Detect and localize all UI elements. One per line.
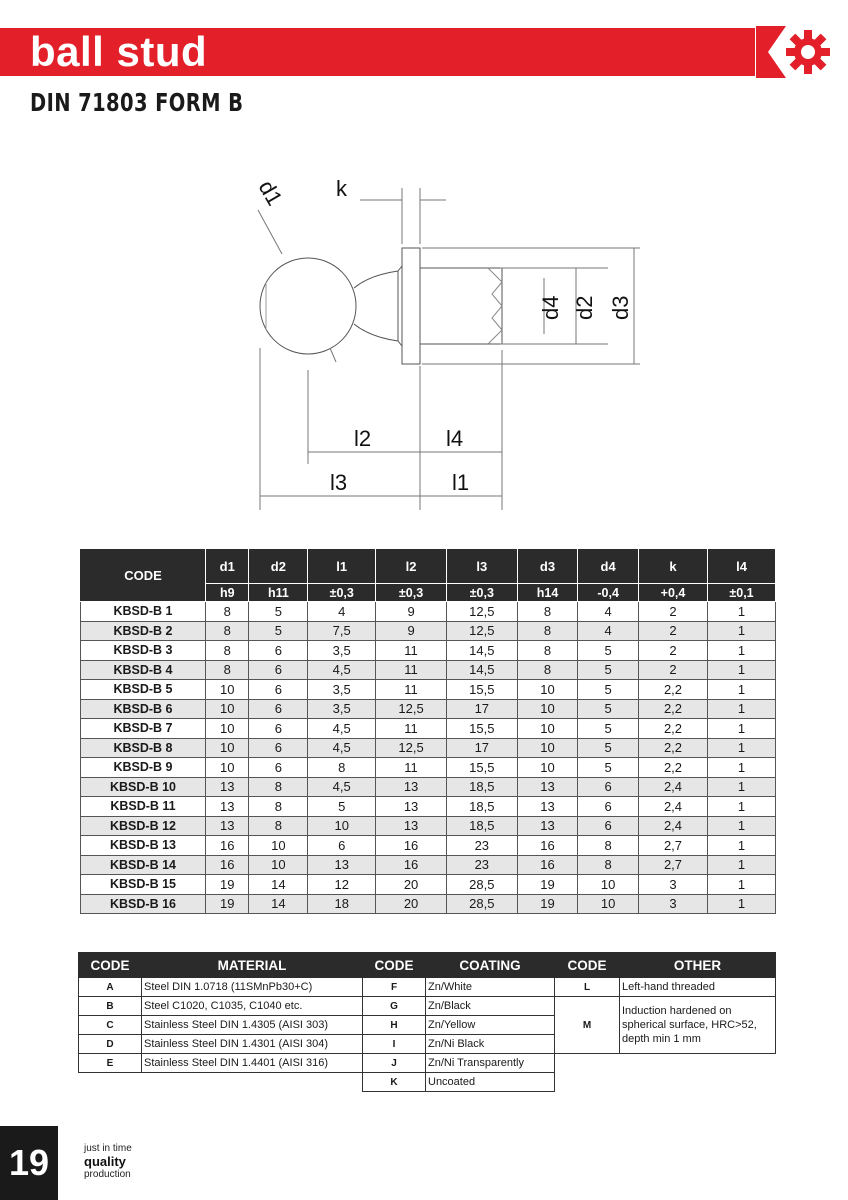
material-code: E	[79, 1054, 142, 1073]
table-row	[81, 836, 776, 856]
table-cell: 13	[376, 816, 447, 836]
table-cell: 6	[249, 758, 308, 778]
table-cell: 6	[578, 797, 639, 817]
table-cell: 14	[249, 894, 308, 914]
coating-name: Zn/White	[426, 978, 555, 997]
column-header: l4	[708, 549, 776, 584]
row-code: KBSD-B 7	[81, 719, 206, 739]
dimensions-table	[80, 548, 776, 914]
column-header: d3	[517, 549, 578, 584]
table-cell: 13	[376, 777, 447, 797]
table-cell: 18	[308, 894, 376, 914]
other-header: OTHER	[620, 953, 776, 978]
table-cell: 2,2	[638, 758, 707, 778]
table-cell: 1	[708, 777, 776, 797]
coating-code: I	[363, 1035, 426, 1054]
page-title: ball stud	[30, 28, 208, 75]
table-cell: 13	[308, 855, 376, 875]
table-cell: 17	[446, 738, 517, 758]
table-cell: 3	[638, 894, 707, 914]
material-name: Steel DIN 1.0718 (11SMnPb30+C)	[142, 978, 363, 997]
table-cell: 1	[708, 719, 776, 739]
coating-name: Zn/Ni Black	[426, 1035, 555, 1054]
table-row	[79, 1073, 776, 1092]
table-cell: 6	[249, 738, 308, 758]
label-l3: l3	[330, 470, 348, 495]
coating-header: COATING	[426, 953, 555, 978]
table-cell: 5	[249, 602, 308, 622]
material-code: D	[79, 1035, 142, 1054]
table-cell: 6	[249, 719, 308, 739]
coating-name: Uncoated	[426, 1073, 555, 1092]
table-cell: 13	[376, 797, 447, 817]
table-cell: 2,7	[638, 855, 707, 875]
column-header: d2	[249, 549, 308, 584]
table-cell: 3	[638, 875, 707, 895]
table-row	[81, 777, 776, 797]
table-cell: 10	[206, 738, 249, 758]
table-cell: 6	[578, 816, 639, 836]
table-cell: 10	[308, 816, 376, 836]
table-cell: 11	[376, 641, 447, 661]
table-cell: 5	[578, 719, 639, 739]
table-row	[81, 816, 776, 836]
table-row	[81, 641, 776, 661]
table-cell: 1	[708, 699, 776, 719]
table-cell: 16	[206, 855, 249, 875]
tolerance-header: h11	[249, 584, 308, 602]
other-name: Induction hardened on spherical surface, HRC>52, depth min 1 mm	[620, 997, 776, 1054]
table-row	[81, 797, 776, 817]
material-code: C	[79, 1016, 142, 1035]
options-table	[78, 952, 776, 1092]
row-code: KBSD-B 6	[81, 699, 206, 719]
row-code: KBSD-B 3	[81, 641, 206, 661]
other-code: M	[555, 997, 620, 1054]
table-cell: 5	[249, 621, 308, 641]
table-cell: 2	[638, 621, 707, 641]
table-cell: 4,5	[308, 719, 376, 739]
table-row	[79, 978, 776, 997]
coating-code: G	[363, 997, 426, 1016]
table-cell: 16	[376, 855, 447, 875]
material-code-header: CODE	[79, 953, 142, 978]
table-cell: 2	[638, 641, 707, 661]
tolerance-header: ±0,3	[376, 584, 447, 602]
material-name: Stainless Steel DIN 1.4401 (AISI 316)	[142, 1054, 363, 1073]
table-cell: 2,4	[638, 816, 707, 836]
tolerance-header: h14	[517, 584, 578, 602]
label-k: k	[336, 176, 347, 201]
row-code: KBSD-B 9	[81, 758, 206, 778]
table-cell: 10	[578, 894, 639, 914]
table-cell: 8	[517, 602, 578, 622]
table-cell: 10	[206, 680, 249, 700]
coating-code-header: CODE	[363, 953, 426, 978]
column-header: k	[638, 549, 707, 584]
tolerance-header: ±0,3	[446, 584, 517, 602]
table-cell: 15,5	[446, 719, 517, 739]
table-cell: 6	[308, 836, 376, 856]
table-cell: 10	[249, 855, 308, 875]
table-cell: 1	[708, 621, 776, 641]
table-cell: 5	[578, 738, 639, 758]
code-column-header: CODE	[81, 549, 206, 602]
row-code: KBSD-B 2	[81, 621, 206, 641]
brand-logo-icon	[756, 26, 834, 78]
table-cell: 2,7	[638, 836, 707, 856]
table-cell: 17	[446, 699, 517, 719]
material-name: Stainless Steel DIN 1.4305 (AISI 303)	[142, 1016, 363, 1035]
table-cell: 2,4	[638, 777, 707, 797]
table-row	[81, 855, 776, 875]
table-cell: 4,5	[308, 777, 376, 797]
table-cell: 1	[708, 738, 776, 758]
table-cell: 4	[308, 602, 376, 622]
table-cell: 2,2	[638, 680, 707, 700]
table-cell: 1	[708, 836, 776, 856]
table-cell: 1	[708, 875, 776, 895]
material-name: Stainless Steel DIN 1.4301 (AISI 304)	[142, 1035, 363, 1054]
table-cell: 10	[517, 680, 578, 700]
table-cell: 4,5	[308, 738, 376, 758]
table-row	[81, 602, 776, 622]
table-cell: 6	[249, 680, 308, 700]
table-cell: 10	[206, 699, 249, 719]
table-cell: 2,2	[638, 738, 707, 758]
row-code: KBSD-B 12	[81, 816, 206, 836]
table-cell: 23	[446, 836, 517, 856]
table-cell: 3,5	[308, 680, 376, 700]
label-l4: l4	[446, 426, 464, 451]
table-cell: 13	[517, 816, 578, 836]
column-header: d1	[206, 549, 249, 584]
table-cell: 2	[638, 660, 707, 680]
label-d2: d2	[572, 295, 597, 320]
table-cell: 12,5	[446, 621, 517, 641]
coating-name: Zn/Ni Transparently	[426, 1054, 555, 1073]
table-cell: 1	[708, 816, 776, 836]
table-cell: 5	[578, 641, 639, 661]
table-row	[81, 719, 776, 739]
table-cell: 16	[517, 855, 578, 875]
table-cell: 1	[708, 641, 776, 661]
table-cell: 8	[206, 641, 249, 661]
table-cell: 6	[249, 641, 308, 661]
label-l2: l2	[354, 426, 372, 451]
row-code: KBSD-B 5	[81, 680, 206, 700]
row-code: KBSD-B 14	[81, 855, 206, 875]
table-cell: 18,5	[446, 816, 517, 836]
table-cell: 11	[376, 758, 447, 778]
table-cell: 9	[376, 602, 447, 622]
table-cell: 23	[446, 855, 517, 875]
table-cell: 8	[517, 660, 578, 680]
row-code: KBSD-B 1	[81, 602, 206, 622]
table-cell: 8	[517, 641, 578, 661]
table-cell: 1	[708, 602, 776, 622]
other-name: Left-hand threaded	[620, 978, 776, 997]
coating-code: J	[363, 1054, 426, 1073]
table-cell: 8	[206, 660, 249, 680]
table-cell: 6	[249, 699, 308, 719]
column-header: l2	[376, 549, 447, 584]
tagline-line-1: just in time	[84, 1143, 132, 1154]
table-cell: 18,5	[446, 777, 517, 797]
other-code-header: CODE	[555, 953, 620, 978]
table-cell: 16	[517, 836, 578, 856]
column-header: d4	[578, 549, 639, 584]
table-cell: 19	[517, 894, 578, 914]
table-cell: 12,5	[376, 699, 447, 719]
table-cell: 13	[206, 777, 249, 797]
table-cell: 28,5	[446, 875, 517, 895]
table-cell: 4	[578, 602, 639, 622]
table-cell: 6	[249, 660, 308, 680]
tagline-line-2: quality	[84, 1154, 126, 1169]
row-code: KBSD-B 13	[81, 836, 206, 856]
table-cell: 11	[376, 719, 447, 739]
tagline-line-3: production	[84, 1169, 131, 1180]
label-d3: d3	[608, 295, 633, 320]
material-header: MATERIAL	[142, 953, 363, 978]
table-cell: 1	[708, 758, 776, 778]
table-cell: 19	[206, 875, 249, 895]
table-cell: 4,5	[308, 660, 376, 680]
table-cell: 10	[517, 699, 578, 719]
table-cell: 13	[206, 816, 249, 836]
table-cell: 10	[517, 738, 578, 758]
table-cell: 1	[708, 680, 776, 700]
table-cell: 13	[517, 777, 578, 797]
row-code: KBSD-B 11	[81, 797, 206, 817]
table-cell: 8	[578, 855, 639, 875]
tolerance-header: -0,4	[578, 584, 639, 602]
table-cell: 8	[517, 621, 578, 641]
table-cell: 8	[206, 621, 249, 641]
coating-name: Zn/Yellow	[426, 1016, 555, 1035]
table-cell: 10	[249, 836, 308, 856]
table-cell: 19	[517, 875, 578, 895]
table-row	[81, 758, 776, 778]
table-cell: 14,5	[446, 660, 517, 680]
table-cell: 5	[578, 699, 639, 719]
row-code: KBSD-B 15	[81, 875, 206, 895]
table-row	[79, 1054, 776, 1073]
table-cell: 7,5	[308, 621, 376, 641]
coating-code: F	[363, 978, 426, 997]
table-cell: 10	[578, 875, 639, 895]
page-number: 19	[8, 1142, 50, 1183]
table-cell: 5	[578, 680, 639, 700]
table-cell: 11	[376, 680, 447, 700]
table-cell: 20	[376, 875, 447, 895]
table-cell: 28,5	[446, 894, 517, 914]
table-cell: 1	[708, 660, 776, 680]
table-cell: 12,5	[446, 602, 517, 622]
other-code: L	[555, 978, 620, 997]
table-row	[81, 699, 776, 719]
table-row	[81, 660, 776, 680]
coating-code: K	[363, 1073, 426, 1092]
table-cell: 2,4	[638, 797, 707, 817]
label-l1: l1	[452, 470, 470, 495]
table-cell: 20	[376, 894, 447, 914]
table-cell: 5	[308, 797, 376, 817]
material-code: B	[79, 997, 142, 1016]
table-cell: 8	[249, 797, 308, 817]
table-cell: 15,5	[446, 680, 517, 700]
table-cell: 10	[206, 719, 249, 739]
standard-subtitle: DIN 71803 FORM B	[30, 88, 244, 117]
tolerance-header: h9	[206, 584, 249, 602]
table-row	[81, 875, 776, 895]
table-cell: 16	[376, 836, 447, 856]
dimensions-table-body	[81, 602, 776, 914]
table-cell: 6	[578, 777, 639, 797]
label-d4: d4	[538, 295, 563, 320]
material-code: A	[79, 978, 142, 997]
tolerance-header: ±0,3	[308, 584, 376, 602]
table-cell: 2	[638, 602, 707, 622]
column-header: l3	[446, 549, 517, 584]
column-header: l1	[308, 549, 376, 584]
table-cell: 3,5	[308, 699, 376, 719]
coating-code: H	[363, 1016, 426, 1035]
table-row	[79, 997, 776, 1016]
table-cell: 11	[376, 660, 447, 680]
table-cell: 14	[249, 875, 308, 895]
table-cell: 12	[308, 875, 376, 895]
table-cell: 8	[249, 777, 308, 797]
table-row	[81, 621, 776, 641]
row-code: KBSD-B 10	[81, 777, 206, 797]
table-cell: 8	[578, 836, 639, 856]
table-cell: 10	[517, 758, 578, 778]
table-cell: 5	[578, 758, 639, 778]
table-cell: 18,5	[446, 797, 517, 817]
table-cell: 3,5	[308, 641, 376, 661]
table-cell: 1	[708, 855, 776, 875]
coating-name: Zn/Black	[426, 997, 555, 1016]
row-code: KBSD-B 4	[81, 660, 206, 680]
table-cell: 2,2	[638, 699, 707, 719]
table-cell: 13	[517, 797, 578, 817]
table-cell: 10	[206, 758, 249, 778]
table-cell: 1	[708, 797, 776, 817]
table-row	[81, 894, 776, 914]
tolerance-header: ±0,1	[708, 584, 776, 602]
table-cell: 15,5	[446, 758, 517, 778]
table-cell: 16	[206, 836, 249, 856]
tolerance-header: +0,4	[638, 584, 707, 602]
material-name: Steel C1020, C1035, C1040 etc.	[142, 997, 363, 1016]
table-cell: 5	[578, 660, 639, 680]
table-cell: 12,5	[376, 738, 447, 758]
table-cell: 9	[376, 621, 447, 641]
ball-stud-drawing	[230, 170, 650, 510]
label-d1: d1	[253, 176, 288, 210]
row-code: KBSD-B 8	[81, 738, 206, 758]
table-cell: 8	[308, 758, 376, 778]
table-cell: 1	[708, 894, 776, 914]
table-cell: 2,2	[638, 719, 707, 739]
table-cell: 14,5	[446, 641, 517, 661]
table-cell: 4	[578, 621, 639, 641]
row-code: KBSD-B 16	[81, 894, 206, 914]
table-cell: 10	[517, 719, 578, 739]
table-cell: 19	[206, 894, 249, 914]
table-cell: 13	[206, 797, 249, 817]
table-cell: 8	[249, 816, 308, 836]
table-cell: 8	[206, 602, 249, 622]
table-row	[81, 738, 776, 758]
table-row	[81, 680, 776, 700]
